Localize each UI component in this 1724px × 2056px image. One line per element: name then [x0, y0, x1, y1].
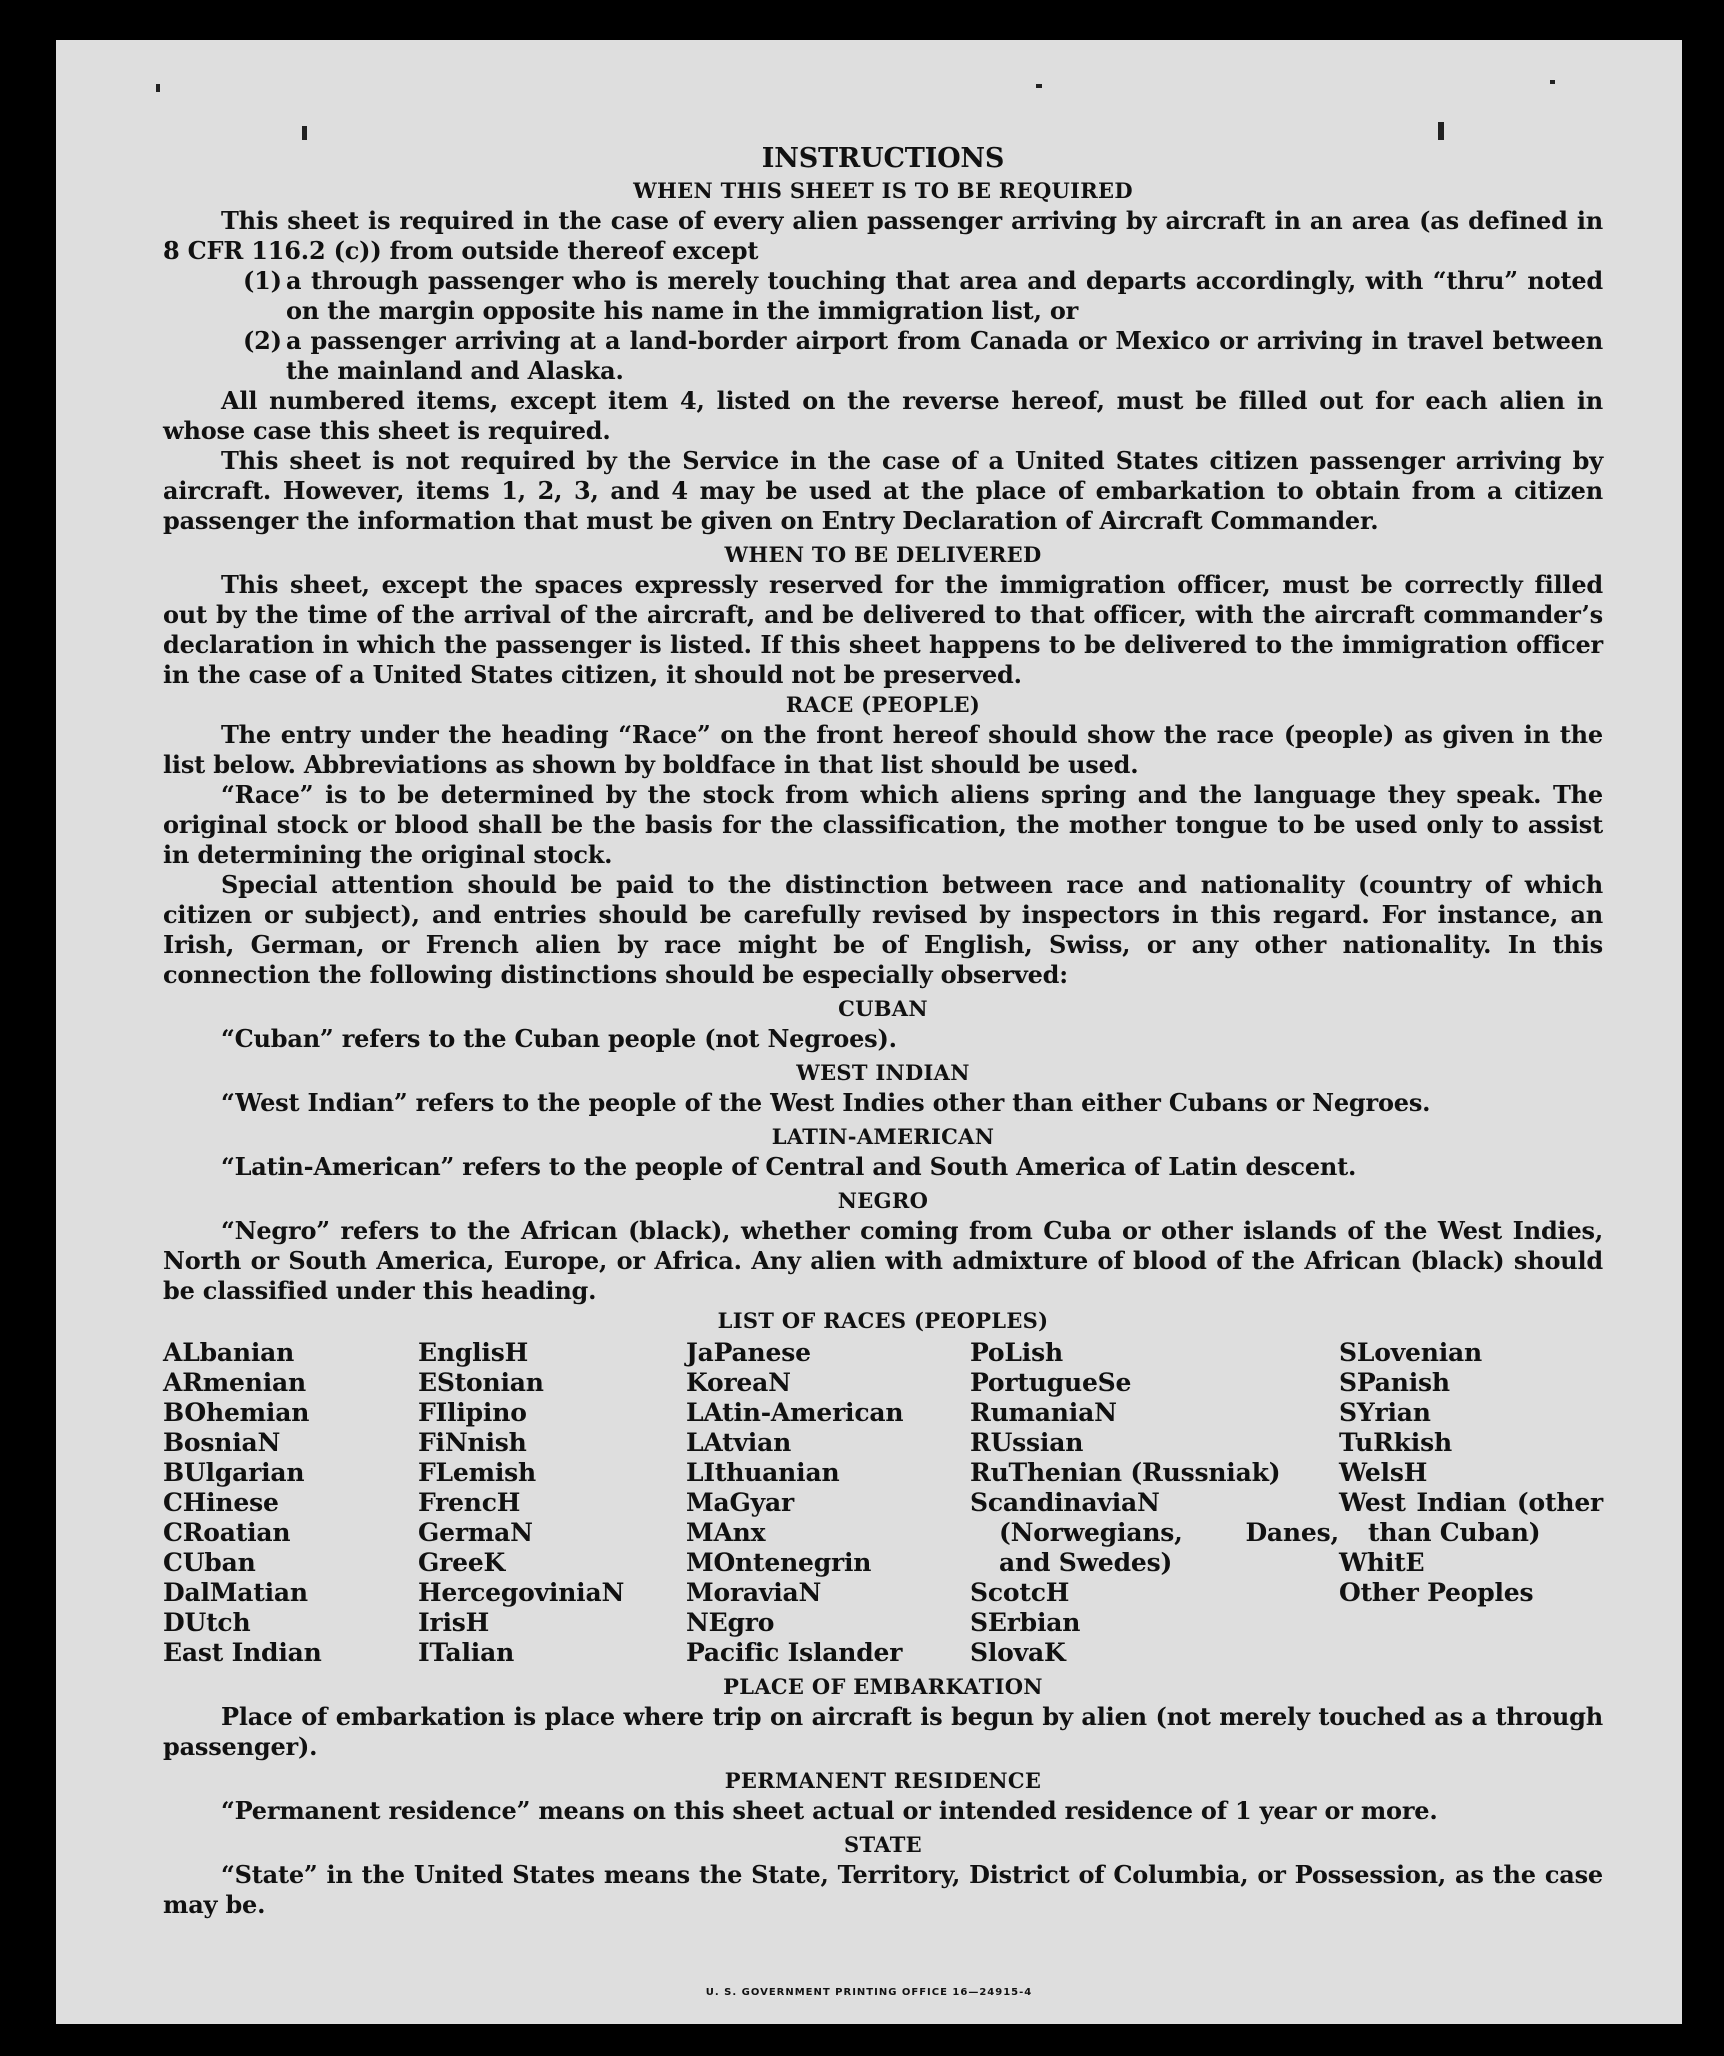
exception-number: (2)	[243, 326, 282, 355]
exception-item	[163, 326, 1603, 386]
definition-text: “Latin-American” refers to the people of Central and South America of Latin descent.	[221, 1152, 1357, 1181]
races-column-5	[1339, 1338, 1603, 1668]
race-entry: GermaN	[418, 1518, 533, 1547]
race-entry: RUssian	[970, 1428, 1084, 1457]
definition-heading: WEST INDIAN	[796, 1060, 970, 1085]
definition-heading: NEGRO	[837, 1188, 929, 1213]
race-entry: Pacific Islander	[686, 1638, 903, 1667]
races-column-3	[686, 1338, 970, 1668]
race-entry: KoreaN	[686, 1368, 791, 1397]
race-entry: BUlgarian	[163, 1458, 305, 1487]
printing-office-footer: U. S. GOVERNMENT PRINTING OFFICE 16—24915-4	[705, 1987, 1033, 1998]
race-entry: MOntenegrin	[686, 1548, 872, 1577]
race-entry: SYrian	[1339, 1398, 1431, 1427]
race-entry: ITalian	[418, 1638, 515, 1667]
race-entry: SlovaK	[970, 1638, 1066, 1667]
race-paragraph-1: The entry under the heading “Race” on the front hereof should show the race (people) as given in the list below. Abbreviations as shown by boldface in that list should be used.	[163, 720, 1603, 779]
citizen-paragraph: This sheet is not required by the Service in the case of a United States citizen passenger arriving by aircraft. However, items 1, 2, 3, and 4 may be used at the place of embarkation to obtain from a citizen passenger the information that must be given on Entry Declaration of Aircraft Commander.	[163, 446, 1603, 535]
section-heading-residence: PERMANENT RESIDENCE	[724, 1768, 1042, 1793]
race-entry: WelsH	[1339, 1458, 1428, 1487]
race-entry: WhitE	[1339, 1548, 1425, 1577]
residence-paragraph: “Permanent residence” means on this sheet actual or intended residence of 1 year or more.	[221, 1796, 1438, 1825]
race-entry: MAnx	[686, 1518, 766, 1547]
section-heading-delivered: WHEN TO BE DELIVERED	[724, 542, 1042, 567]
section-heading-race: RACE (PEOPLE)	[785, 692, 981, 717]
race-entry: GreeK	[418, 1548, 506, 1577]
race-entry: FLemish	[418, 1458, 537, 1487]
scan-speck	[1438, 122, 1444, 140]
race-entry: CHinese	[163, 1488, 279, 1517]
required-intro: This sheet is required in the case of every alien passenger arriving by aircraft in an area (as defined in 8 CFR 116.2 (c)) from outside thereof except	[163, 206, 1603, 265]
scan-speck	[302, 126, 307, 140]
race-entry: CUban	[163, 1548, 256, 1577]
races-column-1	[163, 1338, 418, 1668]
scan-speck	[1036, 84, 1042, 88]
race-entry: HercegoviniaN	[418, 1578, 625, 1607]
race-entry: MoraviaN	[686, 1578, 822, 1607]
exception-item	[163, 266, 1603, 326]
race-paragraph-3: Special attention should be paid to the distinction between race and nationality (country of which citizen or subject), and entries should be carefully revised by inspectors in this regard. For instance, an Irish, German, or French alien by race might be of English, Swiss, or any other nationality. In this connection the following distinctions should be especially observed:	[163, 870, 1603, 989]
required-items-paragraph: All numbered items, except item 4, listed on the reverse hereof, must be filled out for each alien in whose case this sheet is required.	[163, 386, 1603, 445]
race-entry: East Indian	[163, 1638, 322, 1667]
exception-number: (1)	[243, 266, 282, 295]
definition-text: “Negro” refers to the African (black), whether coming from Cuba or other islands of the West Indies, North or South America, Europe, or Africa. Any alien with admixture of blood of the African (black) should be classified under this heading.	[163, 1216, 1603, 1305]
race-entry: JaPanese	[686, 1338, 811, 1367]
race-entry: RuThenian (Russniak)	[970, 1458, 1281, 1487]
page-title: INSTRUCTIONS	[761, 143, 1005, 174]
race-entry: DUtch	[163, 1608, 251, 1637]
race-entry: RumaniaN	[970, 1398, 1117, 1427]
exception-text: a through passenger who is merely touching that area and departs accordingly, with “thru” noted on the margin opposite his name in the immigration list, or	[286, 266, 1603, 325]
definition-text: “Cuban” refers to the Cuban people (not Negroes).	[221, 1024, 897, 1053]
races-list	[163, 1338, 1603, 1668]
races-column-4	[970, 1338, 1339, 1668]
race-entry: SPanish	[1339, 1368, 1450, 1397]
race-entry: TuRkish	[1339, 1428, 1452, 1457]
races-list-heading: LIST OF RACES (PEOPLES)	[717, 1308, 1049, 1333]
definition-heading: LATIN-AMERICAN	[771, 1124, 995, 1149]
section-heading-state: STATE	[844, 1832, 922, 1857]
race-entry: SErbian	[970, 1608, 1081, 1637]
race-entry: CRoatian	[163, 1518, 291, 1547]
state-paragraph: “State” in the United States means the State, Territory, District of Columbia, or Possession, as the case may be.	[163, 1860, 1603, 1919]
section-heading-required: WHEN THIS SHEET IS TO BE REQUIRED	[633, 178, 1133, 203]
section-heading-embarkation: PLACE OF EMBARKATION	[723, 1674, 1043, 1699]
races-column-2	[418, 1338, 686, 1668]
race-entry: Other Peoples	[1339, 1578, 1534, 1607]
definition-heading: CUBAN	[838, 996, 928, 1021]
scan-speck	[1550, 80, 1555, 84]
race-entry: NEgro	[686, 1608, 775, 1637]
race-entry: West Indian (other than Cuban)	[1339, 1488, 1603, 1547]
race-entry: EStonian	[418, 1368, 544, 1397]
race-entry: MaGyar	[686, 1488, 794, 1517]
race-entry: LAtin-American	[686, 1398, 904, 1427]
definition-text: “West Indian” refers to the people of the West Indies other than either Cubans or Negroes.	[221, 1088, 1431, 1117]
race-entry: ALbanian	[163, 1338, 295, 1367]
race-entry: BosniaN	[163, 1428, 281, 1457]
race-entry: LIthuanian	[686, 1458, 840, 1487]
race-entry: ScotcH	[970, 1578, 1070, 1607]
embarkation-paragraph: Place of embarkation is place where trip on aircraft is begun by alien (not merely touched as a through passenger).	[163, 1702, 1603, 1761]
document-sheet	[56, 40, 1682, 2024]
race-entry: ScandinaviaN (Norwegians, Danes, and Swedes)	[970, 1488, 1339, 1577]
race-entry: LAtvian	[686, 1428, 792, 1457]
race-entry: EnglisH	[418, 1338, 529, 1367]
race-entry: IrisH	[418, 1608, 490, 1637]
exception-text: a passenger arriving at a land-border airport from Canada or Mexico or arriving in travel between the mainland and Alaska.	[286, 326, 1603, 385]
race-entry: FiNnish	[418, 1428, 527, 1457]
race-entry: SLovenian	[1339, 1338, 1482, 1367]
scan-speck	[156, 84, 160, 92]
race-paragraph-2: “Race” is to be determined by the stock from which aliens spring and the language they speak. The original stock or blood shall be the basis for the classification, the mother tongue to be used only to assist in determining the original stock.	[163, 780, 1603, 869]
race-entry: PoLish	[970, 1338, 1063, 1367]
race-entry: FrencH	[418, 1488, 521, 1517]
race-entry: ARmenian	[163, 1368, 306, 1397]
instructions-content	[163, 142, 1603, 1920]
race-entry: FIlipino	[418, 1398, 527, 1427]
delivered-paragraph: This sheet, except the spaces expressly reserved for the immigration officer, must be correctly filled out by the time of the arrival of the aircraft, and be delivered to that officer, with the aircraft commander’s declaration in which the passenger is listed. If this sheet happens to be delivered to the immigration officer in the case of a United States citizen, it should not be preserved.	[163, 570, 1603, 689]
race-entry: PortugueSe	[970, 1368, 1132, 1397]
race-entry: DalMatian	[163, 1578, 308, 1607]
race-entry: BOhemian	[163, 1398, 310, 1427]
